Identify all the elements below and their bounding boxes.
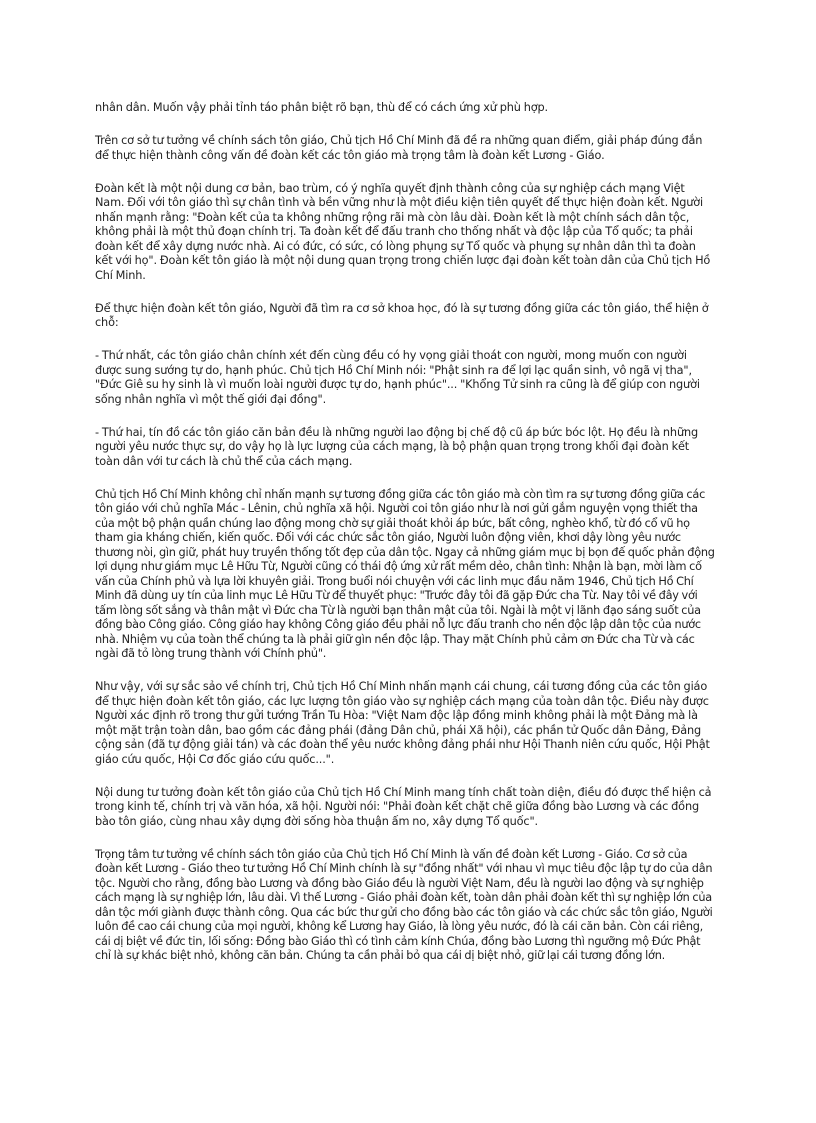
paragraph-unity-core: Đoàn kết là một nội dung cơ bản, bao trùm, có ý nghĩa quyết định thành công của sự nghiệp cách mạng Việt Nam. Đối với tôn giáo thì sự chân tình và bền vững như là một điều kiện tiên quyết để thực hiện đoàn kết. Người nhấn mạnh rằng: "Đoàn kết của ta không những rộng rãi mà còn lâu dài. Đoàn kết là một chính sách dân tộc, không phải là một thủ đoạn chính trị. Ta đoàn kết để đấu tranh cho thống nhất và độc lập của Tổ quốc; ta phải đoàn kết để xây dựng nước nhà. Ai có đức, có sức, có lòng phụng sự Tổ quốc và phụng sự nhân dân thì ta đoàn kết với họ". Đoàn kết tôn giáo là một nội dung quan trọng trong chiến lược đại đoàn kết toàn dân của Chủ tịch Hồ Chí Minh. — [95, 181, 711, 282]
paragraph-scientific-basis: Để thực hiện đoàn kết tôn giáo, Người đã tìm ra cơ sở khoa học, đó là sự tương đồng giữa các tôn giáo, thể hiện ở chỗ: — [95, 301, 709, 329]
paragraph-political-acumen: Như vậy, với sự sắc sảo về chính trị, Chủ tịch Hồ Chí Minh nhấn mạnh cái chung, cái tương đồng của các tôn giáo để thực hiện đoàn kết tôn giáo, các lực lượng tôn giáo vào sự nghiệp cách mạng của toàn dân tộc. Điều này được Người xác định rõ trong thư gửi tướng Trần Tu Hòa: "Việt Nam độc lập đồng minh không phải là một Đảng mà là một mặt trận toàn dân, bao gồm các đảng phái (đảng Dân chủ, phái Xã hội), các phần tử Quốc dân Đảng, Đảng cộng sản (đã tự động giải tán) và các đoàn thể yêu nước không đảng phái như Hội Thanh niên cứu quốc, Hội Phật giáo cứu quốc, Hội Cơ đốc giáo cứu quốc...". — [95, 680, 710, 766]
paragraph-luong-giao-focus: Trọng tâm tư tưởng về chính sách tôn giáo của Chủ tịch Hồ Chí Minh là vấn đề đoàn kết Lương - Giáo. Cơ sở của đoàn kết Lương - Giáo theo tư tưởng Hồ Chí Minh chính là sự "đồng nhất" với nhau vì mục tiêu độc lập tự do của dân tộc. Người cho rằng, đồng bào Lương và đồng bào Giáo đều là người Việt Nam, đều là người lao động và sự nghiệp cách mạng là sự nghiệp lớn, lâu dài. Vì thế Lương - Giáo phải đoàn kết, toàn dân phải đoàn kết thì sự nghiệp lớn của dân tộc mới giành được thành công. Qua các bức thư gửi cho đồng bào các tôn giáo và các chức sắc tôn giáo, Người luôn đề cao cái chung của mọi người, không kể Lương hay Giáo, là lòng yêu nước, đó là cái căn bản. Còn cái riêng, cái dị biệt về đức tin, lối sống: Đồng bào Giáo thì có tình cảm kính Chúa, đồng bào Lương thì ngưỡng mộ Đức Phật chỉ là sự khác biệt nhỏ, không căn bản. Chúng ta cần phải bỏ qua cái dị biệt nhỏ, giữ lại cái tương đồng lớn. — [95, 847, 713, 962]
paragraph-second-point: - Thứ hai, tín đồ các tôn giáo căn bản đều là những người lao động bị chế độ cũ áp bức bóc lột. Họ đều là những người yêu nước thực sự, do vậy họ là lực lượng của cách mạng, là bộ phận quan trọng trong khối đại đoàn kết toàn dân với tư cách là chủ thể của cách mạng. — [95, 425, 698, 468]
paragraph-policy-basis: Trên cơ sở tư tưởng về chính sách tôn giáo, Chủ tịch Hồ Chí Minh đã đề ra những quan điểm, giải pháp đúng đắn để thực hiện thành công vấn đề đoàn kết các tôn giáo mà trọng tâm là đoàn kết Lương - Giáo. — [95, 134, 703, 162]
paragraph-comprehensive-content: Nội dung tư tưởng đoàn kết tôn giáo của Chủ tịch Hồ Chí Minh mang tính chất toàn diện, điều đó được thể hiện cả trong kinh tế, chính trị và văn hóa, xã hội. Người nói: "Phải đoàn kết chặt chẽ giữa đồng bào Lương và các đồng bào tôn giáo, cùng nhau xây dựng đời sống hòa thuận ấm no, xây dựng Tổ quốc". — [95, 785, 712, 828]
paragraph-marxism-similarity: Chủ tịch Hồ Chí Minh không chỉ nhấn mạnh sự tương đồng giữa các tôn giáo mà còn tìm ra sự tương đồng giữa các tôn giáo với chủ nghĩa Mác - Lênin, chủ nghĩa xã hội. Người coi tôn giáo như là nơi gửi gắm nguyện vọng thiết tha của một bộ phận quần chúng lao động mong chờ sự giải thoát khỏi áp bức, bất công, nghèo khổ, từ đó cổ vũ họ tham gia kháng chiến, kiến quốc. Đối với các chức sắc tôn giáo, Người luôn động viên, khơi dậy lòng yêu nước thương nòi, gìn giữ, phát huy truyền thống tốt đẹp của dân tộc. Ngay cả những giám mục bị bọn đế quốc phản động lợi dụng như giám mục Lê Hữu Từ, Người cũng có thái độ ứng xử rất mềm dẻo, chân tình: Nhận là bạn, mời làm cố vấn của Chính phủ và lựa lời khuyên giải. Trong buổi nói chuyện với các linh mục đầu năm 1946, Chủ tịch Hồ Chí Minh đã dùng uy tín của linh mục Lê Hữu Từ để thuyết phục: "Trước đây tôi đã gặp Đức cha Từ. Nay tôi về đây với tấm lòng sốt sắng và thân mật vì Đức cha Từ là người bạn thân mật của tôi. Ngài là một vị lãnh đạo sáng suốt của đồng bào Công giáo. Công giáo hay không Công giáo đều phải nỗ lực đấu tranh cho nền độc lập dân tộc của nước nhà. Nhiệm vụ của toàn thể chúng ta là phải giữ gìn nền độc lập. Thay mặt Chính phủ cảm ơn Đức cha Từ và các ngài đã tỏ lòng trung thành với Chính phủ". — [95, 487, 715, 660]
paragraph-first-point: - Thứ nhất, các tôn giáo chân chính xét đến cùng đều có hy vọng giải thoát con người, mong muốn con người được sung sướng tự do, hạnh phúc. Chủ tịch Hồ Chí Minh nói: "Phật sinh ra để lợi lạc quần sinh, vô ngã vị tha", "Đức Giê su hy sinh là vì muốn loài người được tự do, hạnh phúc"... "Khổng Tử sinh ra cũng là để giúp con người sống nhân nghĩa vì một thế giới đại đồng". — [95, 349, 700, 406]
paragraph-intro: nhân dân. Muốn vậy phải tỉnh táo phân biệt rõ bạn, thù để có cách ứng xử phù hợp. — [95, 101, 548, 114]
